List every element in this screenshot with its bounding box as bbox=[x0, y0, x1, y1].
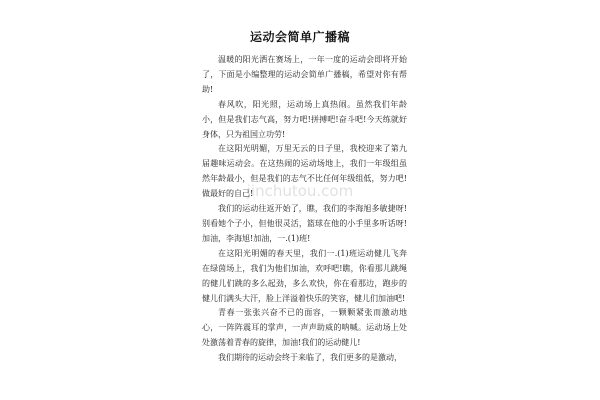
paragraph-last: 我们期待的运动会终于来临了，我们更多的是激动， bbox=[218, 353, 402, 363]
paragraph: 我们的运动往返开始了，瞧，我们的李海旭多敏捷呀!别看她个子小，但他很灵活，篮球在他的小手里多听话呀!加油，李海旭!加油，一.(1)班! bbox=[202, 204, 407, 243]
paragraph: 春风吹，阳光照，运动场上真热闹。虽然我们年龄小，但是我们志气高，努力吧!拼搏吧!奋斗吧!今天练就好身体，只为祖国立功劳! bbox=[202, 99, 407, 139]
paragraph: 在这阳光明媚，万里无云的日子里，我校迎来了第九届趣味运动会。在这热闹的运动场地上，我们一年级组虽然年龄最小，但是我们的志气不比任何年级组低，努力吧!做最好的自己! bbox=[202, 144, 407, 199]
paragraph: 青春一张张兴奋不已的面容，一颗颗紧张而激动地心，一阵阵震耳的掌声，一声声助威的呐喊。运动场上处处激荡着青春的旋律，加油!我们的运动健儿! bbox=[202, 308, 407, 348]
document-body bbox=[202, 53, 407, 366]
paragraph: 在这阳光明媚的春天里，我们一.(1)班运动健儿飞奔在绿茵场上，我们为他们加油，欢呼吧!瞧，你看那儿跳绳的健儿们跳的多么起劲，多么欢快，你在看那边，跑步的健儿们满头大汗，脸上洋溢着快乐的笑容，健儿们加油吧! bbox=[202, 248, 407, 303]
watermark: jinchutou.com bbox=[246, 182, 354, 200]
document-title: 运动会简单广播稿 bbox=[249, 30, 350, 44]
paragraph-intro: 温暖的阳光洒在赛场上，一年一度的运动会即将开始了，下面是小编整理的运动会简单广播稿，希望对你有帮助! bbox=[202, 55, 407, 94]
